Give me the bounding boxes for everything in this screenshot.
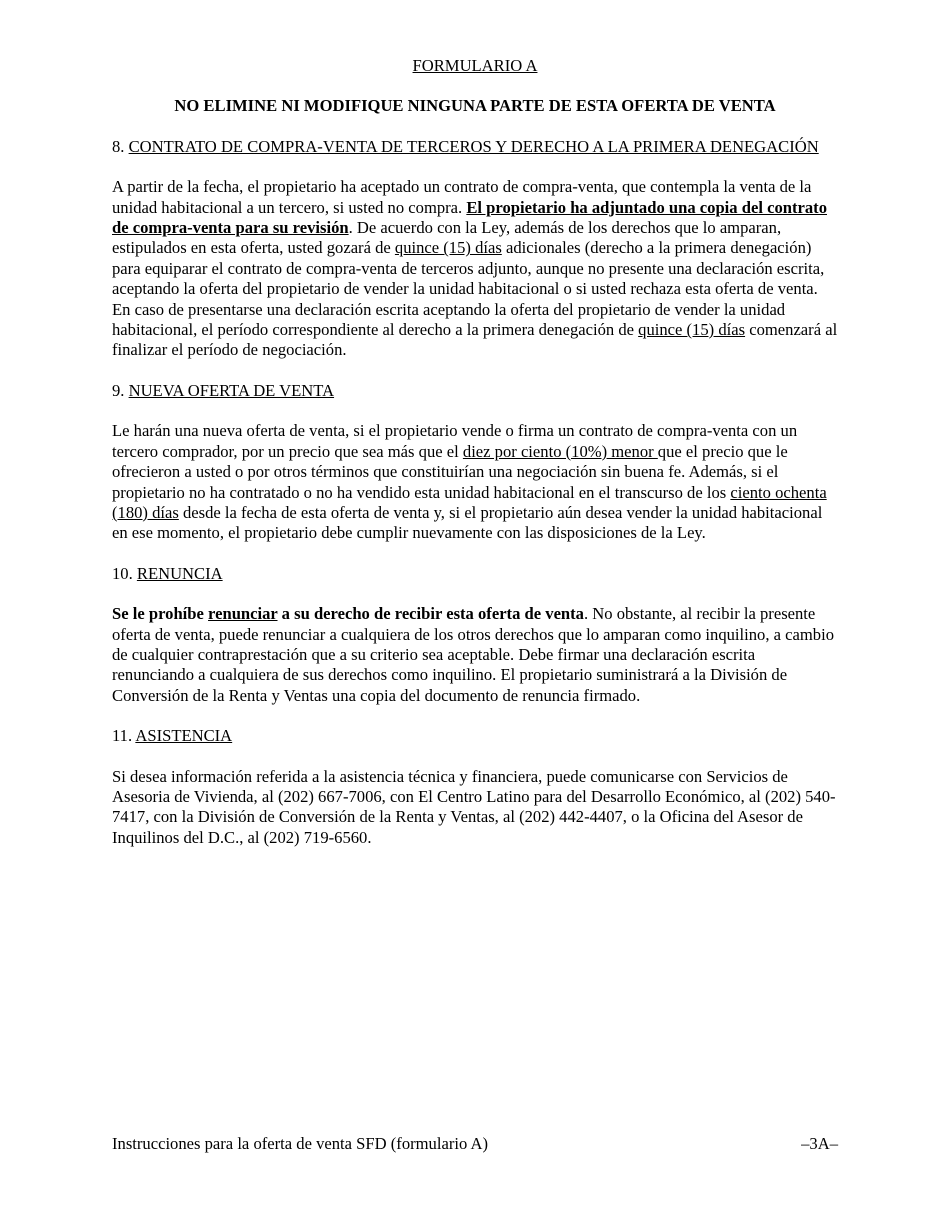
underlined-run: quince (15) días (638, 320, 746, 340)
warning-notice: NO ELIMINE NI MODIFIQUE NINGUNA PARTE DE ESTA OFERTA DE VENTA (174, 96, 776, 116)
text-run: . No obstante, al recibir la presente oferta de venta, puede renunciar a cualquiera de los otros derechos que lo amparan como inquilino, a cambio de cualquier contraprestación que a su criterio sea aceptable. Debe firmar una declaración escrita renunciando a cualquiera de sus derechos como inquilino. El propietario suministrará a la División de Conversión de la Renta y Ventas una copia del documento de renuncia firmado. (112, 604, 835, 705)
text-run: A partir de la fecha, el propietario ha aceptado un contrato de compra-venta, que contempla la venta de la unidad habitacional a un tercero, si usted no compra. (112, 177, 812, 217)
form-title: FORMULARIO A (412, 56, 538, 75)
section-10-heading (112, 564, 838, 584)
text-run: . De acuerdo con la Ley, además de los derechos que lo amparan, estipulados en esta oferta, usted gozará de (112, 218, 782, 258)
underlined-run: diez por ciento (10%) menor (462, 441, 658, 461)
page-number: –3A– (801, 1134, 838, 1153)
underlined-run: ciento ochenta (180) días (112, 482, 827, 522)
section-9-paragraph (112, 421, 838, 543)
text-run: que el precio que le ofrecieron a usted o por otros términos que constituirían una negociación sin buena fe. Además, si el propietario no ha contratado o no ha vendido esta unidad habitacional en el transcurso de los (112, 441, 788, 502)
emphasis-run: El propietario ha adjuntado una copia del contrato de compra-venta para su revisión (112, 197, 827, 238)
section-8-title: CONTRATO DE COMPRA-VENTA DE TERCEROS Y DERECHO A LA PRIMERA DENEGACIÓN (128, 136, 819, 156)
section-8-paragraph (112, 177, 838, 361)
section-9-number: 9. (112, 380, 129, 400)
emphasis-run: Se le prohíbe (112, 604, 209, 624)
section-11-number: 11. (112, 726, 136, 746)
document-page (112, 56, 838, 848)
section-10-paragraph (112, 604, 838, 706)
text-run: Le harán una nueva oferta de venta, si el propietario vende o firma un contrato de compra-venta con un tercero comprador, por un precio que sea más que el (112, 421, 798, 461)
emphasis-run: a su derecho de recibir esta oferta de venta (277, 604, 584, 624)
section-8-number: 8. (112, 136, 129, 156)
section-10-title: RENUNCIA (136, 563, 223, 583)
section-11-title: ASISTENCIA (135, 726, 233, 746)
emphasis-run: renunciar (208, 604, 278, 624)
footer-document-title: Instrucciones para la oferta de venta SFD (formulario A) (112, 1134, 488, 1153)
section-11-paragraph (112, 767, 838, 849)
text-run: Si desea información referida a la asistencia técnica y financiera, puede comunicarse con Servicios de Asesoria de Vivienda, al (202) 667-7006, con El Centro Latino para del Desarrollo Económico, al (202) 540-7417, con la División de Conversión de la Renta y Ventas, al (202) 442-4407, o la Oficina del Asesor de Inquilinos del D.C., al (202) 719-6560. (112, 766, 836, 847)
section-10-number: 10. (112, 563, 137, 583)
section-11-heading (112, 726, 838, 746)
text-run: comenzará al finalizar el período de negociación. (112, 320, 838, 360)
text-run: adicionales (derecho a la primera denegación) para equiparar el contrato de compra-venta de terceros adjunto, aunque no presente una declaración escrita, aceptando la oferta del propietario de vender la unidad habitacional o si usted rechaza esta oferta de venta. En caso de presentarse una declaración escrita aceptando la oferta del propietario de vender la unidad habitacional, el período correspondiente al derecho a la primera denegación de (112, 238, 825, 340)
section-9-title: NUEVA OFERTA DE VENTA (128, 380, 335, 400)
section-9-heading (112, 381, 838, 401)
underlined-run: quince (15) días (394, 238, 502, 258)
page-footer (112, 1134, 838, 1154)
section-8-heading (112, 137, 838, 157)
text-run: desde la fecha de esta oferta de venta y, si el propietario aún desea vender la unidad habitacional en ese momento, el propietario debe cumplir nuevamente con las disposiciones de la Ley. (112, 502, 823, 543)
